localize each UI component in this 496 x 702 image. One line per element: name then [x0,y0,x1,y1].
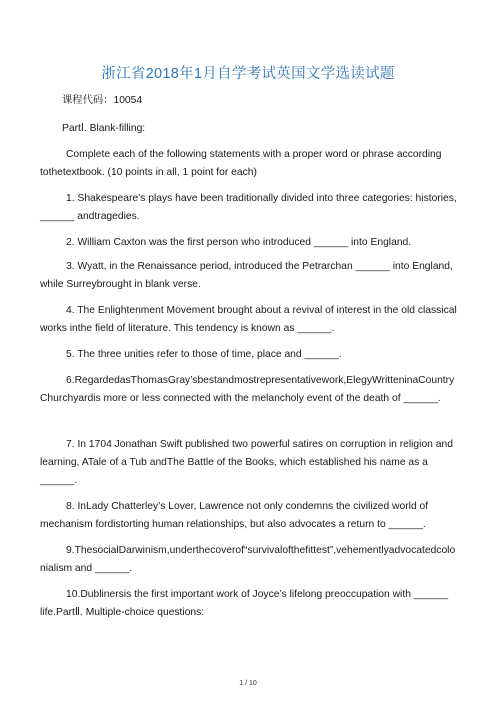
question-10: 10.Dublinersis the first important work of Joyce’s lifelong preoccupation with ______ life.PartⅡ. Multiple-choice questions: [40,589,449,618]
question-7: 7. In 1704 Jonathan Swift published two powerful satires on corruption in religion and learning, ATale of a Tub andThe Battle of the Books, which established his name as a ______. [40,439,453,486]
question-5: 5. The three unities refer to those of time, place and ______. [66,349,342,360]
course-code: 课程代码：10054 [62,95,143,106]
question-6: 6.RegardedasThomasGray’sbestandmostrepresentativework,ElegyWritteninaCountryChurchyardis more or less connected with the melancholy event of the death of ______. [40,375,455,404]
instructions: Complete each of the following statements with a proper word or phrase according tothetextbook. (10 points in all, 1 point for each) [40,149,442,178]
part1-heading: PartⅠ. Blank-filling: [62,123,146,134]
question-1: 1. Shakespeare’s plays have been traditionally divided into three categories: histories, ______ andtragedies. [40,193,457,222]
page-title: 浙江省2018年1月自学考试英国文学选读试题 [101,66,395,82]
question-2: 2. William Caxton was the first person who introduced ______ into England. [66,237,412,248]
question-4: 4. The Enlightenment Movement brought about a revival of interest in the old classical works inthe field of literature. This tendency is known as ______. [40,305,457,334]
question-8: 8. InLady Chatterley’s Lover, Lawrence not only condemns the civilized world of mechanism fordistorting human relationships, but also advocates a return to ______. [40,501,429,530]
question-9: 9.ThesocialDarwinism,underthecoverof“survivalofthefittest”,vehementlyadvocatedcolonialism and ______. [40,545,456,574]
question-3: 3. Wyatt, in the Renaissance period, introduced the Petrarchan ______ into England, while Surreybrought in blank verse. [40,261,453,290]
page-number: 1 / 10 [239,680,257,687]
